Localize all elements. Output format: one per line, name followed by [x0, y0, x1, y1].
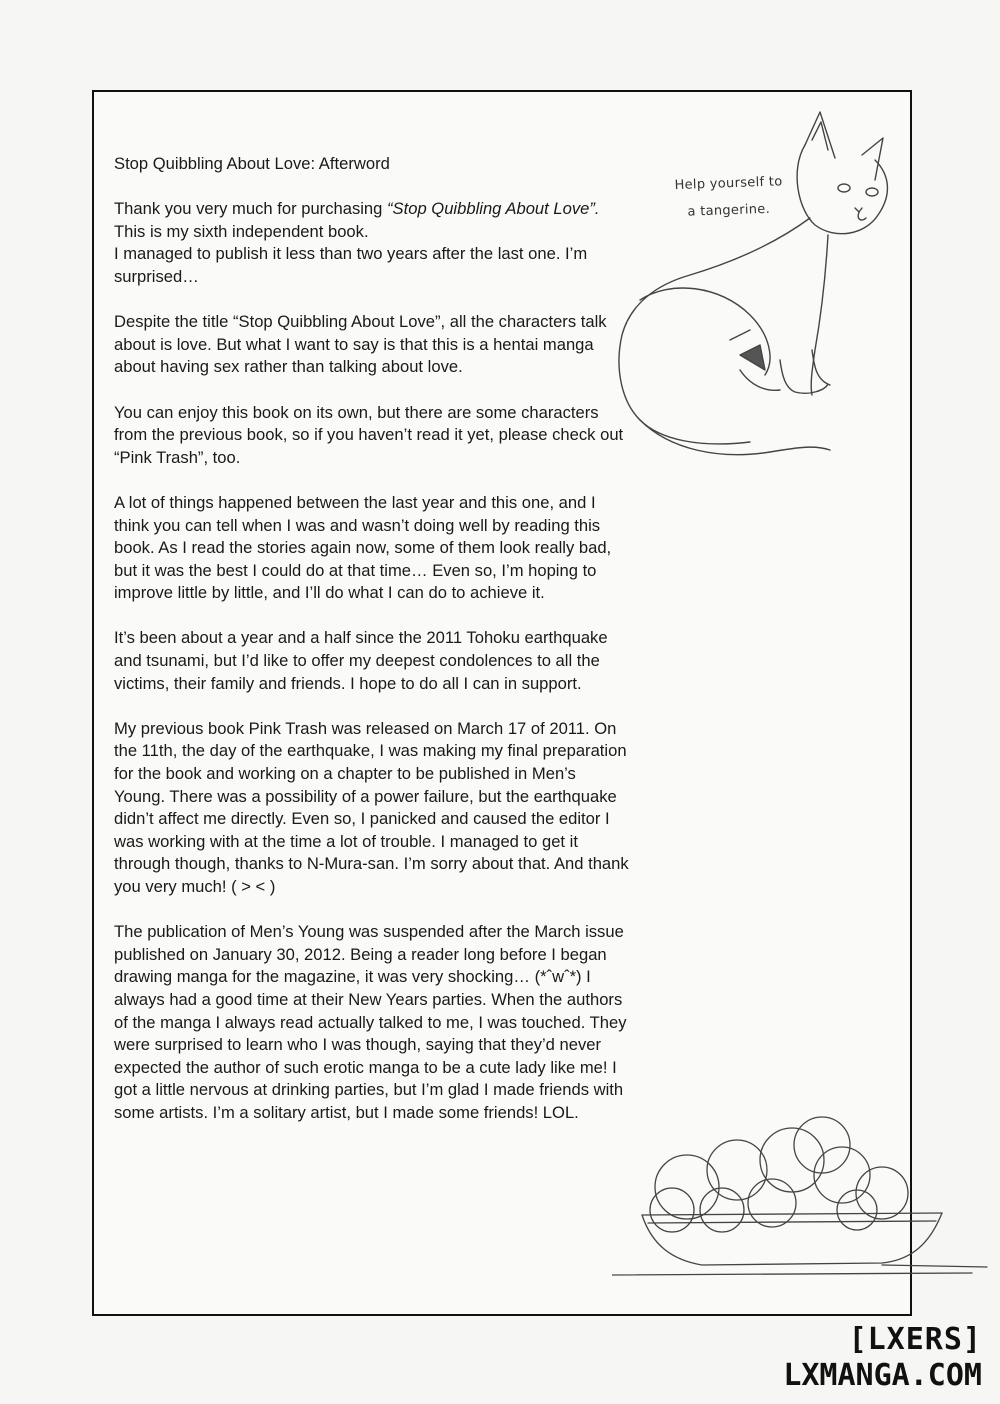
paragraph-5: It’s been about a year and a half since the 2011 Tohoku earthquake and tsunami, but I’d like to offer my deepest condolences to all the victims, their family and friends. I hope to do all I can in support. — [114, 628, 608, 693]
book-title-italic: “Stop Quibbling About Love”. — [387, 199, 600, 219]
site-watermark: [LXERS] LXMANGA.COM — [783, 1322, 982, 1393]
cat-illustration — [600, 100, 900, 480]
paragraph-4: A lot of things happened between the last year and this one, and I think you can tell when I was and wasn’t doing well by reading this book. As I read the stories again now, some of them look really bad, but it was the best I could do at that time… Even so, I’m hoping to improve little by little, and I’ll do what I can do to achieve it. — [114, 492, 612, 603]
paragraph-7: The publication of Men’s Young was suspended after the March issue published on January 30, 2012. Being a reader long before I began drawing manga for the magazine, it was very shocking… (*ˆwˆ*) I always had a good time at their New Years parties. When the authors of the manga I always read actually talked to me, I was touched. They were surprised to learn who I was though, saying that they’d never expected the author of such erotic manga to be a cute lady like me! I got a little nervous at drinking parties, but I’m glad I made friends with some artists. I’m a solitary artist, but I made some friends! LOL. — [114, 922, 627, 1122]
paragraph-6: My previous book Pink Trash was released on March 17 of 2011. On the 11th, the day of the earthquake, I was making my final preparation for the book and working on a chapter to be published in Men’s Young. There was a possibility of a power failure, but the earthquake didn’t affect me directly. Even so, I panicked and caused the editor I was working with at the time a lot of trouble. I managed to get it through though, thanks to N-Mura-san. I’m sorry about that. And thank you very much! ( > < ) — [114, 718, 629, 896]
paragraph-1: Thank you very much for purchasing “Stop Quibbling About Love”. This is my sixth independent book. I managed to publish it less than two years after the last one. I’m surprised… — [114, 199, 600, 286]
page-title: Stop Quibbling About Love: Afterword — [114, 154, 390, 173]
tangerine-bowl-illustration — [612, 1115, 992, 1295]
cat-handwritten-note: Help yourself to a tangerine. — [674, 174, 783, 220]
afterword-text — [114, 153, 629, 1147]
paragraph-3: You can enjoy this book on its own, but there are some characters from the previous book, so if you haven’t read it yet, please check out “Pink Trash”, too. — [114, 402, 624, 467]
paragraph-2: Despite the title “Stop Quibbling About Love”, all the characters talk about is love. But what I want to say is that this is a hentai manga about having sex rather than talking about love. — [114, 312, 607, 377]
